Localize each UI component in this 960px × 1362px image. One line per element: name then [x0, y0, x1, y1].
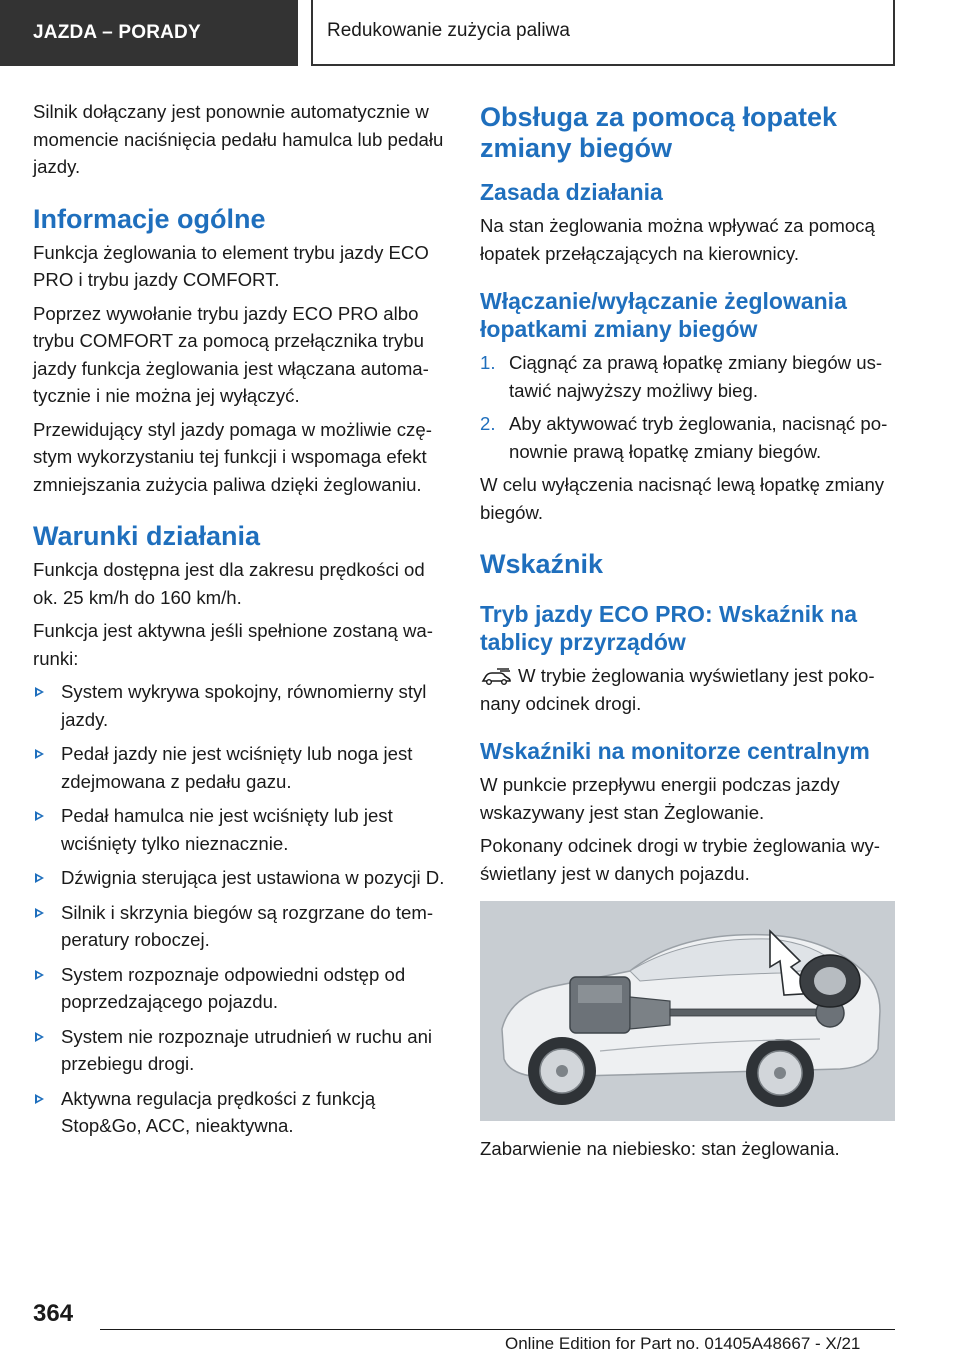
page-header: [0, 0, 960, 66]
eco-paragraph: W trybie żeglowania wyświetlany jest pokonany odcinek drogi.: [480, 665, 875, 714]
footer-divider: [100, 1329, 895, 1330]
list-item: Pedał hamulca nie jest wciśnięty lub jest wciśnięty tylko nieznacznie.: [33, 802, 448, 857]
heading-eco-pro: Tryb jazdy ECO PRO: Wskaźnik na tablicy przyrządów: [480, 601, 858, 655]
list-item: Aktywna regulacja prędkości z funkcją Stop&Go, ACC, nieaktywna.: [33, 1085, 448, 1140]
triangle-bullet-icon: [35, 970, 44, 980]
conditions-list: [33, 678, 448, 1140]
page-number: 364: [33, 1300, 74, 1327]
step-number: 1.: [480, 352, 496, 373]
heading-central-monitor: Wskaźniki na monitorze centralnym: [480, 738, 870, 764]
general-paragraph-2: Poprzez wywołanie trybu jazdy ECO PRO albo trybu COMFORT za pomocą przełącznika trybu jazdy funkcja żeglowania jest włączana automatycznie i nie można jej wyłączyć.: [33, 302, 429, 406]
toggle-steps: [480, 349, 895, 465]
triangle-bullet-icon: [35, 1032, 44, 1042]
triangle-bullet-icon: [35, 908, 44, 918]
car-drawing: [480, 901, 895, 1121]
principle-paragraph: Na stan żeglowania można wpływać za pomocą łopatek przełączających na kierownicy.: [480, 215, 875, 264]
car-drivetrain-illustration: [480, 901, 895, 1121]
list-item: Dźwignia sterująca jest ustawiona w pozycji D.: [33, 864, 448, 892]
triangle-bullet-icon: [35, 811, 44, 821]
triangle-bullet-icon: [35, 687, 44, 697]
conditions-paragraph-2: Funkcja jest aktywna jeśli spełnione zostaną warunki:: [33, 620, 433, 669]
step-item: 2. Aby aktywować tryb żeglowania, nacisnąć ponownie prawą łopatkę zmiany biegów.: [480, 410, 895, 465]
step-item: 1. Ciągnąć za prawą łopatkę zmiany biegów ustawić najwyższy możliwy bieg.: [480, 349, 895, 404]
left-column: [33, 98, 448, 1147]
list-item: Silnik i skrzynia biegów są rozgrzane do temperatury roboczej.: [33, 899, 448, 954]
figure-caption: Zabarwienie na niebiesko: stan żeglowania.: [480, 1138, 840, 1159]
central-paragraph-2: Pokonany odcinek drogi w trybie żeglowania wyświetlany jest w danych pojazdu.: [480, 835, 880, 884]
list-item: Pedał jazdy nie jest wciśnięty lub noga jest zdejmowana z pedału gazu.: [33, 740, 448, 795]
off-paragraph: W celu wyłączenia nacisnąć lewą łopatkę zmiany biegów.: [480, 474, 885, 523]
list-item: System nie rozpoznaje utrudnień w ruchu ani przebiegu drogi.: [33, 1023, 448, 1078]
list-item: System rozpoznaje odpowiedni odstęp od poprzedzającego pojazdu.: [33, 961, 448, 1016]
heading-conditions: Warunki działania: [33, 521, 261, 551]
heading-paddles: Obsługa za pomocą łopatek zmiany biegów: [480, 102, 838, 163]
heading-toggle: Włączanie/wyłączanie żeglowania łopatkami zmiany biegów: [480, 288, 847, 342]
general-paragraph-1: Funkcja żeglowania to element trybu jazdy ECO PRO i trybu jazdy COMFORT.: [33, 241, 429, 290]
central-paragraph-1: W punkcie przepływu energii podczas jazdy wskazywany jest stan Żeglowanie.: [480, 774, 840, 823]
general-paragraph-3: Przewidujący styl jazdy pomaga w możliwie częstym wykorzystaniu tej funkcji i wspomaga efekt zmniejszania zużycia paliwa dzięki żeglowaniu.: [33, 418, 432, 495]
edition-note: Online Edition for Part no. 01405A48667 - X/21: [505, 1334, 861, 1353]
step-number: 2.: [480, 413, 496, 434]
triangle-bullet-icon: [35, 1094, 44, 1104]
heading-general: Informacje ogólne: [33, 203, 266, 234]
topic-tab: Redukowanie zużycia paliwa: [311, 0, 895, 66]
right-column: [480, 98, 895, 1169]
list-item: System wykrywa spokojny, równomierny styl jazdy.: [33, 678, 448, 733]
conditions-paragraph-1: Funkcja dostępna jest dla zakresu prędkości od ok. 25 km/h do 160 km/h.: [33, 559, 425, 608]
heading-principle: Zasada działania: [480, 179, 663, 205]
drive-shaft-shape: [670, 1009, 820, 1016]
heading-indicator: Wskaźnik: [480, 549, 604, 579]
triangle-bullet-icon: [35, 873, 44, 883]
coasting-car-icon: [480, 668, 512, 686]
section-tab: JAZDA – PORADY: [0, 0, 298, 66]
intro-paragraph: Silnik dołączany jest ponownie automatycznie w momencie naciśnięcia pedału hamulca lub pedału jazdy.: [33, 101, 444, 177]
triangle-bullet-icon: [35, 749, 44, 759]
